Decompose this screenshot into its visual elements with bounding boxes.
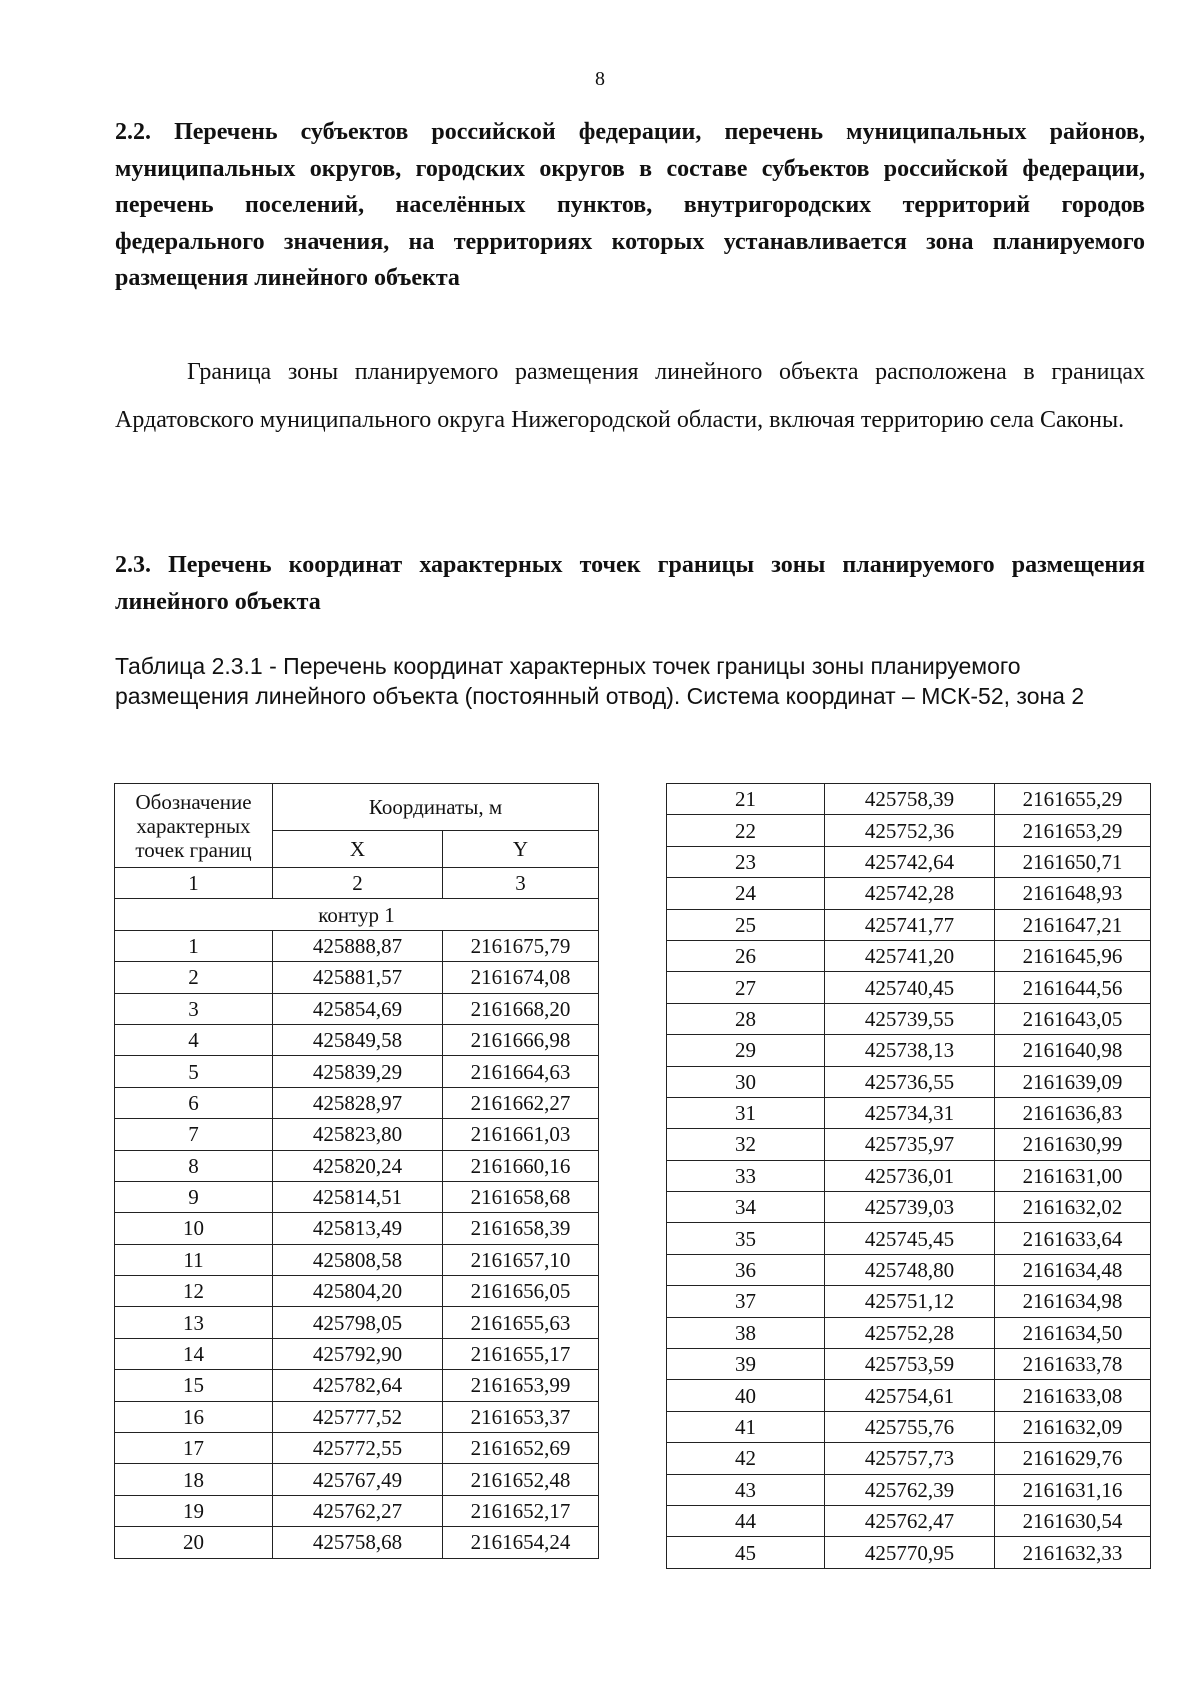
coord-y: 2161632,33	[995, 1537, 1151, 1568]
point-number: 37	[667, 1286, 825, 1317]
coord-x: 425757,73	[825, 1443, 995, 1474]
coord-y: 2161653,37	[443, 1401, 599, 1432]
point-number: 25	[667, 909, 825, 940]
coord-x: 425754,61	[825, 1380, 995, 1411]
table-row	[667, 1286, 1151, 1317]
table-row	[115, 1338, 599, 1369]
table-row	[667, 1505, 1151, 1536]
coord-y: 2161655,17	[443, 1338, 599, 1369]
point-number: 34	[667, 1192, 825, 1223]
table-row	[115, 1276, 599, 1307]
coord-y: 2161655,63	[443, 1307, 599, 1338]
table-row	[667, 1317, 1151, 1348]
table-row	[115, 1213, 599, 1244]
coord-x: 425752,28	[825, 1317, 995, 1348]
coord-x: 425738,13	[825, 1035, 995, 1066]
coord-y: 2161668,20	[443, 993, 599, 1024]
header-x: X	[273, 831, 443, 868]
coord-y: 2161662,27	[443, 1087, 599, 1118]
point-number: 26	[667, 940, 825, 971]
coord-y: 2161647,21	[995, 909, 1151, 940]
coord-x: 425782,64	[273, 1370, 443, 1401]
table-row	[667, 1097, 1151, 1128]
coord-y: 2161631,16	[995, 1474, 1151, 1505]
coord-x: 425798,05	[273, 1307, 443, 1338]
table-row	[667, 1443, 1151, 1474]
coord-y: 2161633,08	[995, 1380, 1151, 1411]
coord-x: 425740,45	[825, 972, 995, 1003]
coord-x: 425839,29	[273, 1056, 443, 1087]
point-number: 19	[115, 1495, 273, 1526]
coord-x: 425792,90	[273, 1338, 443, 1369]
point-number: 7	[115, 1119, 273, 1150]
point-number: 3	[115, 993, 273, 1024]
section-2-3-heading: 2.3. Перечень координат характерных точек границы зоны планируемого размещения линейного объекта	[115, 552, 1145, 615]
table-row	[667, 1003, 1151, 1034]
coord-y: 2161629,76	[995, 1443, 1151, 1474]
coord-y: 2161656,05	[443, 1276, 599, 1307]
table-row	[115, 1024, 599, 1055]
point-number: 13	[115, 1307, 273, 1338]
coord-y: 2161648,93	[995, 878, 1151, 909]
coord-x: 425888,87	[273, 930, 443, 961]
point-number: 6	[115, 1087, 273, 1118]
coord-y: 2161657,10	[443, 1244, 599, 1275]
header-y: Y	[443, 831, 599, 868]
point-number: 28	[667, 1003, 825, 1034]
coord-x: 425755,76	[825, 1411, 995, 1442]
table-row	[667, 784, 1151, 815]
point-number: 9	[115, 1181, 273, 1212]
coord-x: 425814,51	[273, 1181, 443, 1212]
coord-y: 2161636,83	[995, 1097, 1151, 1128]
coord-x: 425849,58	[273, 1024, 443, 1055]
point-number: 45	[667, 1537, 825, 1568]
coord-x: 425742,64	[825, 846, 995, 877]
table-row	[115, 993, 599, 1024]
table-row	[115, 1464, 599, 1495]
point-number: 17	[115, 1433, 273, 1464]
point-number: 14	[115, 1338, 273, 1369]
point-number: 40	[667, 1380, 825, 1411]
coord-y: 2161664,63	[443, 1056, 599, 1087]
coord-y: 2161633,64	[995, 1223, 1151, 1254]
coord-x: 425762,47	[825, 1505, 995, 1536]
coord-y: 2161666,98	[443, 1024, 599, 1055]
table-row	[667, 1066, 1151, 1097]
coord-x: 425758,39	[825, 784, 995, 815]
coord-x: 425753,59	[825, 1349, 995, 1380]
coord-y: 2161632,02	[995, 1192, 1151, 1223]
point-number: 5	[115, 1056, 273, 1087]
point-number: 15	[115, 1370, 273, 1401]
coord-y: 2161630,99	[995, 1129, 1151, 1160]
coord-x: 425748,80	[825, 1254, 995, 1285]
point-number: 2	[115, 962, 273, 993]
table-row	[667, 1192, 1151, 1223]
coordinates-table-left	[114, 783, 599, 1559]
coord-x: 425828,97	[273, 1087, 443, 1118]
coord-y: 2161661,03	[443, 1119, 599, 1150]
coord-x: 425762,27	[273, 1495, 443, 1526]
point-number: 18	[115, 1464, 273, 1495]
table-row	[667, 1160, 1151, 1191]
table-row	[667, 878, 1151, 909]
header-coordinates: Координаты, м	[273, 784, 599, 831]
coord-x: 425752,36	[825, 815, 995, 846]
point-number: 12	[115, 1276, 273, 1307]
column-number-3: 3	[443, 868, 599, 899]
coord-y: 2161631,00	[995, 1160, 1151, 1191]
coord-x: 425813,49	[273, 1213, 443, 1244]
coord-x: 425735,97	[825, 1129, 995, 1160]
coord-y: 2161640,98	[995, 1035, 1151, 1066]
point-number: 10	[115, 1213, 273, 1244]
coord-y: 2161634,98	[995, 1286, 1151, 1317]
coord-x: 425777,52	[273, 1401, 443, 1432]
coord-x: 425767,49	[273, 1464, 443, 1495]
point-number: 4	[115, 1024, 273, 1055]
coord-x: 425820,24	[273, 1150, 443, 1181]
table-row	[667, 940, 1151, 971]
point-number: 44	[667, 1505, 825, 1536]
coord-y: 2161654,24	[443, 1527, 599, 1558]
table-row	[115, 1495, 599, 1526]
coord-x: 425823,80	[273, 1119, 443, 1150]
coord-x: 425741,77	[825, 909, 995, 940]
coord-x: 425770,95	[825, 1537, 995, 1568]
table-row	[667, 1254, 1151, 1285]
point-number: 29	[667, 1035, 825, 1066]
table-row	[115, 1056, 599, 1087]
table-row	[115, 1087, 599, 1118]
table-row	[115, 1244, 599, 1275]
coord-x: 425808,58	[273, 1244, 443, 1275]
coord-x: 425736,55	[825, 1066, 995, 1097]
coord-y: 2161634,50	[995, 1317, 1151, 1348]
point-number: 42	[667, 1443, 825, 1474]
coord-x: 425762,39	[825, 1474, 995, 1505]
table-row	[667, 846, 1151, 877]
page-number: 8	[595, 68, 605, 90]
coord-y: 2161645,96	[995, 940, 1151, 971]
coord-y: 2161652,48	[443, 1464, 599, 1495]
coord-x: 425736,01	[825, 1160, 995, 1191]
table-row	[115, 1150, 599, 1181]
coord-y: 2161639,09	[995, 1066, 1151, 1097]
section-2-2-body: Граница зоны планируемого размещения линейного объекта расположена в границах Ардатовского муниципального округа Нижегородской области, включая территорию села Саконы.	[115, 359, 1145, 433]
coord-y: 2161674,08	[443, 962, 599, 993]
coord-y: 2161655,29	[995, 784, 1151, 815]
column-number-2: 2	[273, 868, 443, 899]
table-row	[115, 1119, 599, 1150]
table-row	[667, 909, 1151, 940]
table-row	[667, 1411, 1151, 1442]
coord-x: 425758,68	[273, 1527, 443, 1558]
coord-x: 425734,31	[825, 1097, 995, 1128]
coord-y: 2161643,05	[995, 1003, 1151, 1034]
coord-y: 2161632,09	[995, 1411, 1151, 1442]
table-row	[667, 972, 1151, 1003]
column-number-1: 1	[115, 868, 273, 899]
table-row	[115, 1433, 599, 1464]
table-row	[115, 962, 599, 993]
point-number: 23	[667, 846, 825, 877]
table-row	[115, 1527, 599, 1558]
table-row	[667, 1380, 1151, 1411]
point-number: 11	[115, 1244, 273, 1275]
coord-x: 425745,45	[825, 1223, 995, 1254]
point-number: 36	[667, 1254, 825, 1285]
contour-label: контур 1	[115, 899, 599, 930]
table-row	[667, 1223, 1151, 1254]
table-row	[115, 930, 599, 961]
point-number: 43	[667, 1474, 825, 1505]
point-number: 20	[115, 1527, 273, 1558]
point-number: 39	[667, 1349, 825, 1380]
table-row	[667, 815, 1151, 846]
coord-y: 2161658,39	[443, 1213, 599, 1244]
point-number: 38	[667, 1317, 825, 1348]
point-number: 32	[667, 1129, 825, 1160]
coord-x: 425772,55	[273, 1433, 443, 1464]
point-number: 22	[667, 815, 825, 846]
point-number: 16	[115, 1401, 273, 1432]
table-row	[667, 1474, 1151, 1505]
point-number: 30	[667, 1066, 825, 1097]
table-row	[115, 1181, 599, 1212]
point-number: 35	[667, 1223, 825, 1254]
coord-x: 425751,12	[825, 1286, 995, 1317]
coord-y: 2161653,99	[443, 1370, 599, 1401]
coord-y: 2161630,54	[995, 1505, 1151, 1536]
point-number: 41	[667, 1411, 825, 1442]
coord-x: 425739,55	[825, 1003, 995, 1034]
coord-y: 2161660,16	[443, 1150, 599, 1181]
coord-x: 425881,57	[273, 962, 443, 993]
point-number: 21	[667, 784, 825, 815]
coord-y: 2161653,29	[995, 815, 1151, 846]
coord-y: 2161650,71	[995, 846, 1151, 877]
coord-y: 2161644,56	[995, 972, 1151, 1003]
table-row	[667, 1035, 1151, 1066]
coord-y: 2161634,48	[995, 1254, 1151, 1285]
coord-y: 2161658,68	[443, 1181, 599, 1212]
coordinates-table-right	[666, 783, 1151, 1569]
point-number: 8	[115, 1150, 273, 1181]
table-caption: Таблица 2.3.1 - Перечень координат характерных точек границы зоны планируемого размещения линейного объекта (постоянный отвод). Система координат – МСК-52, зона 2	[115, 653, 1085, 709]
point-number: 27	[667, 972, 825, 1003]
coord-y: 2161633,78	[995, 1349, 1151, 1380]
coord-y: 2161652,69	[443, 1433, 599, 1464]
table-row	[667, 1537, 1151, 1568]
coord-y: 2161675,79	[443, 930, 599, 961]
header-designation: Обозначение характерных точек границ	[115, 784, 273, 868]
table-row	[115, 1401, 599, 1432]
coord-y: 2161652,17	[443, 1495, 599, 1526]
point-number: 1	[115, 930, 273, 961]
point-number: 31	[667, 1097, 825, 1128]
point-number: 24	[667, 878, 825, 909]
coord-x: 425739,03	[825, 1192, 995, 1223]
table-row	[115, 1307, 599, 1338]
coord-x: 425742,28	[825, 878, 995, 909]
table-row	[115, 1370, 599, 1401]
table-row	[667, 1129, 1151, 1160]
section-2-2-heading: 2.2. Перечень субъектов российской федерации, перечень муниципальных районов, муниципальных округов, городских округов в составе субъектов российской федерации, перечень поселений, населённых пунктов, внутригородских территорий городов федерального значения, на территориях которых устанавливается зона планируемого размещения линейного объекта	[115, 119, 1145, 291]
coord-x: 425854,69	[273, 993, 443, 1024]
table-row	[667, 1349, 1151, 1380]
coord-x: 425741,20	[825, 940, 995, 971]
coord-x: 425804,20	[273, 1276, 443, 1307]
point-number: 33	[667, 1160, 825, 1191]
